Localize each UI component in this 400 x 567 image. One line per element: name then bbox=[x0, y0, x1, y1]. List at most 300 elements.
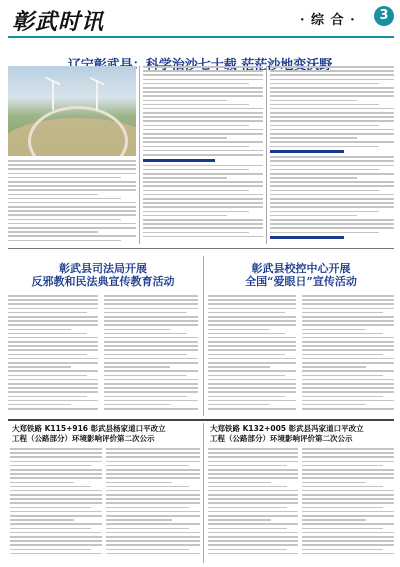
text-line-placeholder bbox=[10, 544, 102, 546]
text-line-placeholder bbox=[208, 312, 285, 314]
text-line-placeholder bbox=[208, 333, 285, 335]
text-line-placeholder bbox=[270, 227, 394, 229]
text-line-placeholder bbox=[104, 345, 198, 347]
text-line-placeholder bbox=[143, 227, 263, 229]
text-line-placeholder bbox=[8, 387, 98, 389]
text-line-placeholder bbox=[270, 133, 394, 135]
text-line-placeholder bbox=[143, 165, 263, 167]
text-line-placeholder bbox=[106, 448, 200, 450]
text-line-placeholder bbox=[143, 146, 249, 148]
text-line-placeholder bbox=[302, 400, 394, 402]
text-line-placeholder bbox=[270, 104, 379, 106]
text-line-placeholder bbox=[208, 366, 270, 368]
text-line-placeholder bbox=[10, 494, 102, 496]
text-line-placeholder bbox=[208, 490, 298, 492]
text-line-placeholder bbox=[106, 465, 189, 467]
text-line-placeholder bbox=[270, 100, 357, 102]
text-line-placeholder bbox=[302, 387, 394, 389]
masthead bbox=[0, 0, 400, 40]
text-line-placeholder bbox=[208, 408, 296, 410]
text-line-placeholder bbox=[302, 523, 394, 525]
text-line-placeholder bbox=[302, 498, 394, 500]
text-line-placeholder bbox=[106, 536, 200, 538]
text-line-placeholder bbox=[208, 507, 287, 509]
text-line-placeholder bbox=[8, 303, 98, 305]
text-line-placeholder bbox=[10, 553, 102, 555]
text-line-placeholder bbox=[10, 511, 102, 513]
text-line-placeholder bbox=[8, 198, 121, 200]
text-line-placeholder bbox=[104, 358, 198, 360]
text-line-placeholder bbox=[10, 502, 102, 504]
text-line-placeholder bbox=[208, 345, 296, 347]
text-line-placeholder bbox=[302, 341, 394, 343]
ad-left-title: 大郑铁路 K115+916 彰武县杨家道口平改立 工程（公路部分）环境影响评价第二次公示 bbox=[12, 424, 166, 443]
text-line-placeholder bbox=[302, 494, 394, 496]
text-line-placeholder bbox=[10, 515, 102, 517]
text-line-placeholder bbox=[302, 536, 394, 538]
judicial-column-2 bbox=[104, 295, 198, 412]
text-line-placeholder bbox=[302, 333, 383, 335]
ad-left-column-1 bbox=[10, 448, 102, 557]
text-line-placeholder bbox=[302, 370, 394, 372]
text-line-placeholder bbox=[106, 544, 200, 546]
text-line-placeholder bbox=[8, 181, 136, 183]
lead-column-1 bbox=[8, 160, 136, 244]
text-line-placeholder bbox=[302, 320, 394, 322]
text-line-placeholder bbox=[8, 308, 98, 310]
text-line-placeholder bbox=[106, 473, 200, 475]
text-line-placeholder bbox=[208, 383, 296, 385]
text-line-placeholder bbox=[302, 329, 366, 331]
text-line-placeholder bbox=[302, 375, 383, 377]
text-line-placeholder bbox=[106, 532, 200, 534]
text-line-placeholder bbox=[270, 173, 394, 175]
text-line-placeholder bbox=[302, 511, 394, 513]
text-line-placeholder bbox=[270, 215, 357, 217]
text-line-placeholder bbox=[208, 544, 298, 546]
text-line-placeholder bbox=[8, 194, 98, 196]
lead-column-2 bbox=[143, 66, 263, 240]
text-line-placeholder bbox=[270, 70, 394, 72]
text-line-placeholder bbox=[270, 169, 379, 171]
text-line-placeholder bbox=[10, 465, 91, 467]
text-line-placeholder bbox=[104, 366, 170, 368]
text-line-placeholder bbox=[208, 370, 296, 372]
text-line-placeholder bbox=[106, 469, 200, 471]
subheading-placeholder bbox=[143, 159, 215, 162]
text-line-placeholder bbox=[302, 391, 394, 393]
text-line-placeholder bbox=[10, 507, 91, 509]
text-line-placeholder bbox=[143, 202, 263, 204]
text-line-placeholder bbox=[302, 308, 394, 310]
text-line-placeholder bbox=[208, 532, 298, 534]
wind-turbine-icon bbox=[52, 80, 54, 110]
text-line-placeholder bbox=[302, 549, 383, 551]
text-line-placeholder bbox=[8, 345, 98, 347]
text-line-placeholder bbox=[208, 375, 285, 377]
text-line-placeholder bbox=[302, 461, 394, 463]
text-line-placeholder bbox=[143, 108, 263, 110]
text-line-placeholder bbox=[10, 461, 102, 463]
text-line-placeholder bbox=[143, 206, 263, 208]
text-line-placeholder bbox=[8, 223, 136, 225]
text-line-placeholder bbox=[8, 168, 136, 170]
text-line-placeholder bbox=[302, 452, 394, 454]
text-line-placeholder bbox=[143, 185, 263, 187]
text-line-placeholder bbox=[10, 549, 91, 551]
text-line-placeholder bbox=[8, 362, 98, 364]
text-line-placeholder bbox=[208, 528, 287, 530]
text-line-placeholder bbox=[208, 299, 296, 301]
text-line-placeholder bbox=[270, 146, 379, 148]
text-line-placeholder bbox=[8, 316, 98, 318]
text-line-placeholder bbox=[302, 366, 366, 368]
subheading-placeholder bbox=[270, 236, 344, 239]
photo-curved-road bbox=[28, 106, 128, 156]
text-line-placeholder bbox=[270, 116, 394, 118]
text-line-placeholder bbox=[106, 494, 200, 496]
text-line-placeholder bbox=[8, 333, 87, 335]
text-line-placeholder bbox=[106, 456, 200, 458]
text-line-placeholder bbox=[208, 461, 298, 463]
text-line-placeholder bbox=[143, 177, 227, 179]
text-line-placeholder bbox=[143, 95, 263, 97]
column-divider bbox=[203, 423, 204, 563]
text-line-placeholder bbox=[104, 354, 187, 356]
text-line-placeholder bbox=[208, 553, 298, 555]
text-line-placeholder bbox=[10, 456, 102, 458]
text-line-placeholder bbox=[302, 473, 394, 475]
eye-day-column-1 bbox=[208, 295, 296, 412]
text-line-placeholder bbox=[106, 482, 172, 484]
text-line-placeholder bbox=[104, 295, 198, 297]
text-line-placeholder bbox=[270, 223, 394, 225]
text-line-placeholder bbox=[106, 511, 200, 513]
text-line-placeholder bbox=[143, 173, 263, 175]
text-line-placeholder bbox=[8, 206, 136, 208]
text-line-placeholder bbox=[106, 452, 200, 454]
text-line-placeholder bbox=[208, 494, 298, 496]
masthead-rule bbox=[8, 36, 394, 38]
text-line-placeholder bbox=[270, 137, 357, 139]
text-line-placeholder bbox=[143, 120, 263, 122]
text-line-placeholder bbox=[10, 469, 102, 471]
text-line-placeholder bbox=[104, 370, 198, 372]
text-line-placeholder bbox=[208, 448, 298, 450]
text-line-placeholder bbox=[106, 486, 189, 488]
text-line-placeholder bbox=[8, 349, 98, 351]
text-line-placeholder bbox=[8, 375, 87, 377]
text-line-placeholder bbox=[270, 120, 394, 122]
text-line-placeholder bbox=[10, 528, 91, 530]
text-line-placeholder bbox=[143, 83, 249, 85]
text-line-placeholder bbox=[104, 320, 198, 322]
column-divider bbox=[266, 66, 267, 244]
text-line-placeholder bbox=[10, 536, 102, 538]
text-line-placeholder bbox=[302, 482, 366, 484]
text-line-placeholder bbox=[8, 235, 136, 237]
text-line-placeholder bbox=[208, 486, 287, 488]
text-line-placeholder bbox=[143, 70, 263, 72]
section-name: · 综 合 · bbox=[300, 13, 356, 28]
ad-section-divider bbox=[8, 419, 394, 421]
text-line-placeholder bbox=[208, 502, 298, 504]
text-line-placeholder bbox=[8, 312, 87, 314]
ad-right-column-1 bbox=[208, 448, 298, 557]
text-line-placeholder bbox=[143, 236, 263, 238]
text-line-placeholder bbox=[208, 452, 298, 454]
text-line-placeholder bbox=[270, 79, 394, 81]
column-divider bbox=[203, 256, 204, 416]
text-line-placeholder bbox=[143, 116, 263, 118]
text-line-placeholder bbox=[104, 333, 187, 335]
text-line-placeholder bbox=[8, 185, 136, 187]
text-line-placeholder bbox=[10, 523, 102, 525]
text-line-placeholder bbox=[302, 408, 394, 410]
text-line-placeholder bbox=[270, 232, 379, 234]
text-line-placeholder bbox=[106, 553, 200, 555]
text-line-placeholder bbox=[302, 448, 394, 450]
text-line-placeholder bbox=[208, 295, 296, 297]
text-line-placeholder bbox=[302, 544, 394, 546]
text-line-placeholder bbox=[143, 66, 263, 68]
text-line-placeholder bbox=[270, 91, 394, 93]
text-line-placeholder bbox=[208, 540, 298, 542]
text-line-placeholder bbox=[302, 532, 394, 534]
text-line-placeholder bbox=[8, 366, 71, 368]
text-line-placeholder bbox=[302, 507, 383, 509]
text-line-placeholder bbox=[143, 79, 263, 81]
text-line-placeholder bbox=[302, 362, 394, 364]
text-line-placeholder bbox=[8, 202, 136, 204]
text-line-placeholder bbox=[8, 240, 121, 242]
text-line-placeholder bbox=[302, 486, 383, 488]
text-line-placeholder bbox=[104, 396, 187, 398]
text-line-placeholder bbox=[8, 337, 98, 339]
text-line-placeholder bbox=[106, 498, 200, 500]
text-line-placeholder bbox=[143, 211, 249, 213]
text-line-placeholder bbox=[143, 137, 227, 139]
subheading-placeholder bbox=[270, 150, 344, 153]
text-line-placeholder bbox=[208, 396, 285, 398]
text-line-placeholder bbox=[143, 150, 263, 152]
text-line-placeholder bbox=[8, 173, 136, 175]
text-line-placeholder bbox=[10, 473, 102, 475]
text-line-placeholder bbox=[270, 87, 394, 89]
text-line-placeholder bbox=[8, 214, 136, 216]
text-line-placeholder bbox=[143, 104, 249, 106]
text-line-placeholder bbox=[8, 177, 121, 179]
text-line-placeholder bbox=[302, 295, 394, 297]
text-line-placeholder bbox=[208, 387, 296, 389]
text-line-placeholder bbox=[208, 320, 296, 322]
text-line-placeholder bbox=[143, 74, 263, 76]
text-line-placeholder bbox=[8, 299, 98, 301]
text-line-placeholder bbox=[104, 349, 198, 351]
text-line-placeholder bbox=[143, 133, 263, 135]
text-line-placeholder bbox=[8, 408, 98, 410]
text-line-placeholder bbox=[104, 341, 198, 343]
text-line-placeholder bbox=[104, 312, 187, 314]
text-line-placeholder bbox=[270, 74, 394, 76]
text-line-placeholder bbox=[106, 490, 200, 492]
text-line-placeholder bbox=[104, 408, 198, 410]
text-line-placeholder bbox=[302, 303, 394, 305]
text-line-placeholder bbox=[8, 231, 98, 233]
text-line-placeholder bbox=[270, 112, 394, 114]
text-line-placeholder bbox=[302, 404, 366, 406]
text-line-placeholder bbox=[10, 498, 102, 500]
text-line-placeholder bbox=[208, 329, 270, 331]
text-line-placeholder bbox=[106, 523, 200, 525]
text-line-placeholder bbox=[270, 83, 379, 85]
text-line-placeholder bbox=[143, 181, 263, 183]
text-line-placeholder bbox=[208, 358, 296, 360]
text-line-placeholder bbox=[143, 190, 249, 192]
newspaper-title: 彰武时讯 bbox=[12, 9, 105, 35]
eye-day-headline: 彰武县校控中心开展 全国“爱眼日”宣传活动 bbox=[245, 262, 357, 288]
text-line-placeholder bbox=[8, 210, 136, 212]
text-line-placeholder bbox=[8, 227, 136, 229]
text-line-placeholder bbox=[143, 215, 227, 217]
text-line-placeholder bbox=[302, 477, 394, 479]
text-line-placeholder bbox=[8, 295, 98, 297]
text-line-placeholder bbox=[104, 379, 198, 381]
text-line-placeholder bbox=[208, 523, 298, 525]
text-line-placeholder bbox=[302, 312, 383, 314]
text-line-placeholder bbox=[208, 456, 298, 458]
text-line-placeholder bbox=[106, 540, 200, 542]
lead-photo bbox=[8, 66, 136, 156]
text-line-placeholder bbox=[10, 532, 102, 534]
text-line-placeholder bbox=[208, 536, 298, 538]
text-line-placeholder bbox=[8, 358, 98, 360]
ad-right-column-2 bbox=[302, 448, 394, 557]
text-line-placeholder bbox=[106, 549, 189, 551]
text-line-placeholder bbox=[208, 515, 298, 517]
text-line-placeholder bbox=[143, 154, 263, 156]
text-line-placeholder bbox=[270, 177, 357, 179]
text-line-placeholder bbox=[270, 129, 394, 131]
text-line-placeholder bbox=[8, 383, 98, 385]
text-line-placeholder bbox=[104, 375, 187, 377]
text-line-placeholder bbox=[208, 519, 271, 521]
text-line-placeholder bbox=[8, 341, 98, 343]
text-line-placeholder bbox=[10, 490, 102, 492]
text-line-placeholder bbox=[270, 160, 394, 162]
text-line-placeholder bbox=[8, 324, 98, 326]
text-line-placeholder bbox=[208, 316, 296, 318]
text-line-placeholder bbox=[143, 125, 249, 127]
text-line-placeholder bbox=[270, 194, 394, 196]
text-line-placeholder bbox=[106, 507, 189, 509]
text-line-placeholder bbox=[302, 502, 394, 504]
text-line-placeholder bbox=[208, 404, 270, 406]
text-line-placeholder bbox=[208, 477, 298, 479]
judicial-column-1 bbox=[8, 295, 98, 412]
text-line-placeholder bbox=[302, 456, 394, 458]
text-line-placeholder bbox=[143, 87, 263, 89]
text-line-placeholder bbox=[208, 511, 298, 513]
text-line-placeholder bbox=[104, 362, 198, 364]
text-line-placeholder bbox=[106, 515, 200, 517]
text-line-placeholder bbox=[270, 211, 379, 213]
text-line-placeholder bbox=[143, 232, 249, 234]
text-line-placeholder bbox=[8, 219, 121, 221]
judicial-bureau-headline: 彰武县司法局开展 反邪教和民法典宣传教育活动 bbox=[31, 262, 175, 288]
text-line-placeholder bbox=[302, 465, 383, 467]
text-line-placeholder bbox=[302, 383, 394, 385]
section-divider bbox=[8, 248, 394, 249]
text-line-placeholder bbox=[302, 515, 394, 517]
text-line-placeholder bbox=[302, 358, 394, 360]
text-line-placeholder bbox=[104, 337, 198, 339]
lead-column-3 bbox=[270, 66, 394, 242]
text-line-placeholder bbox=[143, 91, 263, 93]
text-line-placeholder bbox=[10, 519, 74, 521]
text-line-placeholder bbox=[143, 129, 263, 131]
text-line-placeholder bbox=[208, 469, 298, 471]
text-line-placeholder bbox=[104, 316, 198, 318]
text-line-placeholder bbox=[302, 519, 366, 521]
text-line-placeholder bbox=[8, 160, 136, 162]
text-line-placeholder bbox=[302, 299, 394, 301]
text-line-placeholder bbox=[10, 477, 102, 479]
text-line-placeholder bbox=[104, 303, 198, 305]
text-line-placeholder bbox=[208, 549, 287, 551]
text-line-placeholder bbox=[143, 219, 263, 221]
text-line-placeholder bbox=[106, 502, 200, 504]
text-line-placeholder bbox=[104, 391, 198, 393]
text-line-placeholder bbox=[104, 324, 198, 326]
text-line-placeholder bbox=[208, 473, 298, 475]
text-line-placeholder bbox=[208, 482, 271, 484]
text-line-placeholder bbox=[10, 486, 91, 488]
text-line-placeholder bbox=[104, 383, 198, 385]
text-line-placeholder bbox=[8, 379, 98, 381]
text-line-placeholder bbox=[270, 125, 379, 127]
text-line-placeholder bbox=[10, 452, 102, 454]
text-line-placeholder bbox=[106, 477, 200, 479]
column-divider bbox=[139, 66, 140, 244]
text-line-placeholder bbox=[270, 141, 394, 143]
text-line-placeholder bbox=[302, 324, 394, 326]
text-line-placeholder bbox=[143, 198, 263, 200]
text-line-placeholder bbox=[270, 219, 394, 221]
text-line-placeholder bbox=[270, 181, 394, 183]
text-line-placeholder bbox=[270, 185, 394, 187]
text-line-placeholder bbox=[106, 528, 189, 530]
text-line-placeholder bbox=[104, 404, 170, 406]
ad-left-column-2 bbox=[106, 448, 200, 557]
text-line-placeholder bbox=[302, 316, 394, 318]
text-line-placeholder bbox=[302, 469, 394, 471]
text-line-placeholder bbox=[8, 164, 136, 166]
text-line-placeholder bbox=[208, 465, 287, 467]
wind-turbine-icon bbox=[96, 80, 98, 110]
text-line-placeholder bbox=[143, 100, 227, 102]
text-line-placeholder bbox=[302, 490, 394, 492]
text-line-placeholder bbox=[270, 156, 394, 158]
text-line-placeholder bbox=[208, 337, 296, 339]
text-line-placeholder bbox=[143, 141, 263, 143]
text-line-placeholder bbox=[8, 400, 98, 402]
text-line-placeholder bbox=[8, 329, 71, 331]
text-line-placeholder bbox=[302, 379, 394, 381]
text-line-placeholder bbox=[143, 169, 249, 171]
text-line-placeholder bbox=[143, 112, 263, 114]
text-line-placeholder bbox=[270, 206, 394, 208]
